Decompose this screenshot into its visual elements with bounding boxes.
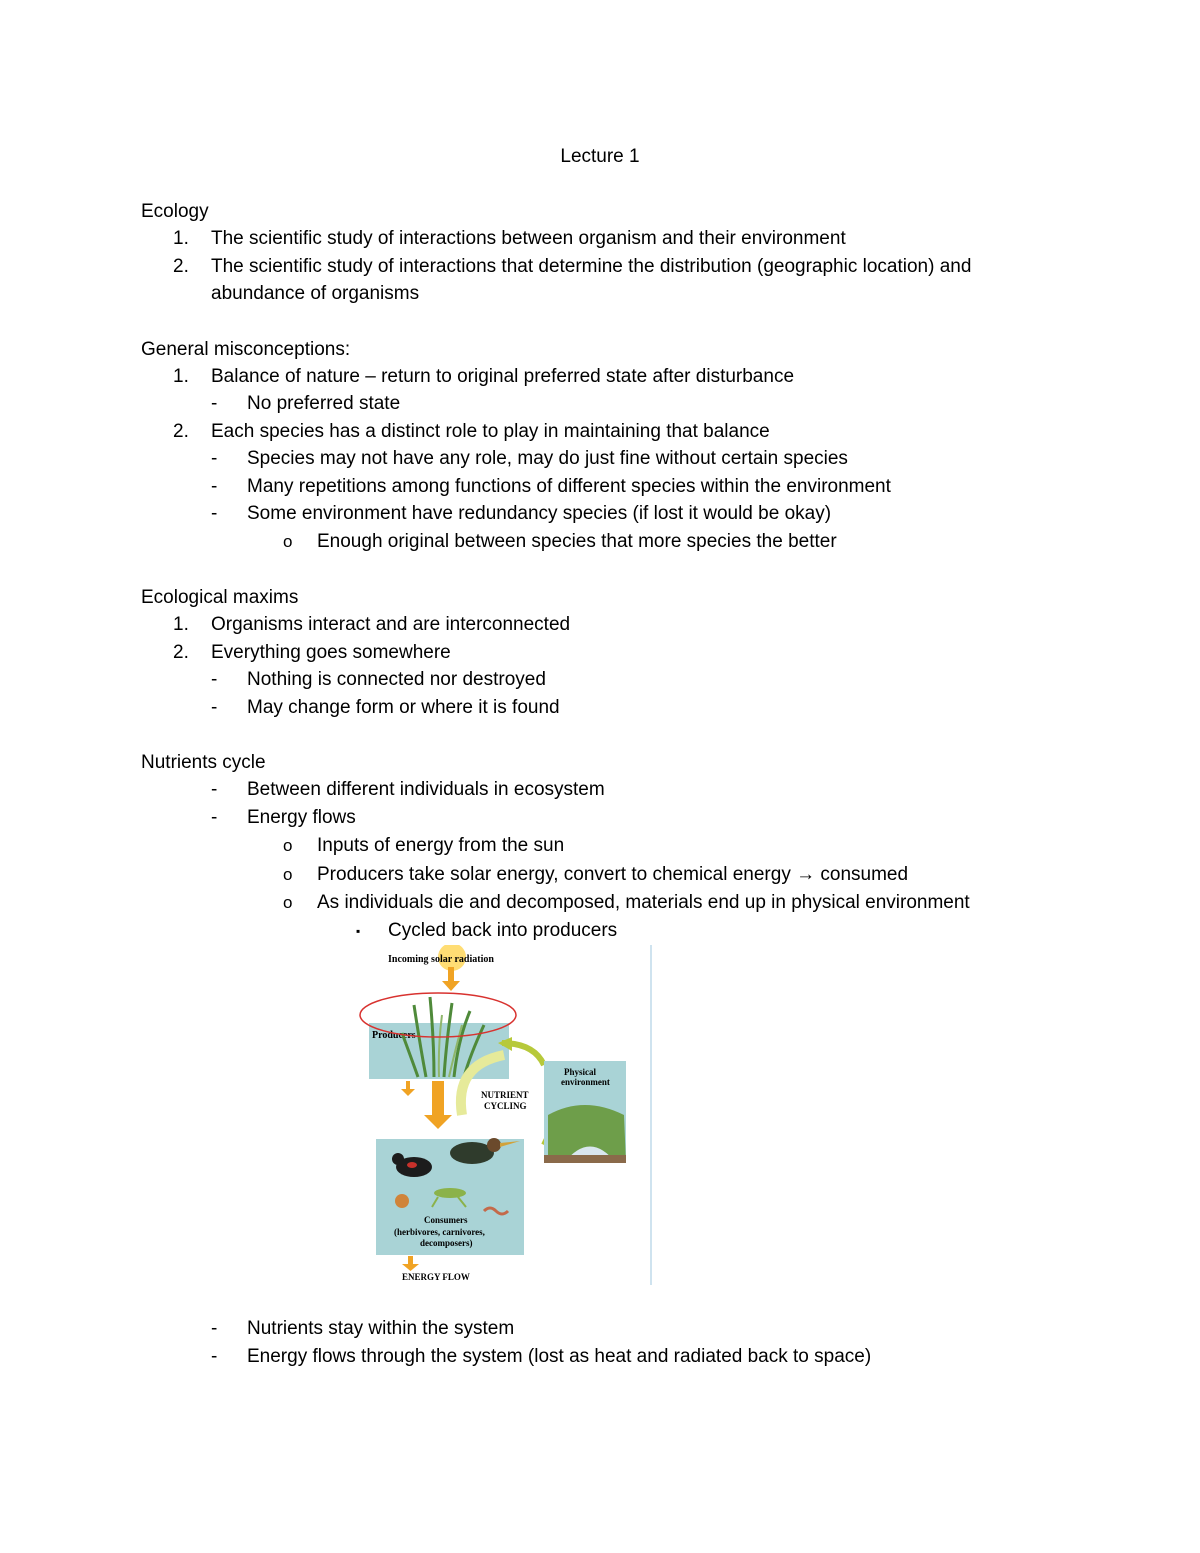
dash-bullet: -: [211, 669, 218, 690]
sub-sub-sub-item: Cycled back into producers: [388, 920, 618, 941]
dash-bullet: -: [211, 1318, 218, 1339]
sub-sub-item: Enough original between species that more species the better: [317, 531, 837, 552]
physical-label-2: environment: [561, 1077, 610, 1087]
circle-bullet: o: [283, 836, 293, 855]
sub-item: May change form or where it is found: [247, 697, 560, 718]
list-number: 2.: [173, 421, 189, 442]
list-item: Organisms interact and are interconnected: [211, 614, 571, 635]
sub-sub-item: As individuals die and decomposed, materials end up in physical environment: [317, 892, 970, 913]
heron-head-icon: [487, 1138, 501, 1152]
consumers-label-1: Consumers: [424, 1215, 468, 1225]
dash-bullet: -: [211, 503, 218, 524]
dash-bullet: -: [211, 476, 218, 497]
nutrient-cycle-figure: [354, 945, 654, 1285]
sub-item: Some environment have redundancy species (if lost it would be okay): [247, 503, 832, 524]
sub-item: Species may not have any role, may do just fine without certain species: [247, 448, 848, 469]
physical-label-1: Physical: [564, 1067, 597, 1077]
list-item: The scientific study of interactions between organism and their environment: [211, 228, 846, 249]
dash-bullet: -: [211, 779, 218, 800]
dash-bullet: -: [211, 1346, 218, 1367]
dash-bullet: -: [211, 697, 218, 718]
arrow-head-small: [401, 1089, 415, 1096]
nutrient-cycling-label-2: CYCLING: [484, 1101, 527, 1111]
arrow-shaft-small: [406, 1081, 410, 1089]
sub-sub-item: Producers take solar energy, convert to chemical energy → consumed: [317, 864, 909, 885]
circle-bullet: o: [283, 532, 293, 551]
sub-item: Nutrients stay within the system: [247, 1318, 515, 1339]
sub-item: Between different individuals in ecosystem: [247, 779, 605, 800]
list-item: The scientific study of interactions that determine the distribution (geographic location) and: [211, 256, 972, 277]
dash-bullet: -: [211, 448, 218, 469]
energy-flow-label: ENERGY FLOW: [402, 1272, 470, 1282]
list-number: 2.: [173, 642, 189, 663]
section-heading-maxims: Ecological maxims: [141, 587, 299, 608]
sub-item: Many repetitions among functions of different species within the environment: [247, 476, 891, 497]
circle-bullet: o: [283, 865, 293, 884]
nutrient-cycle-diagram: [354, 945, 654, 1285]
list-item: Each species has a distinct role to play in maintaining that balance: [211, 421, 770, 442]
sub-sub-item: Inputs of energy from the sun: [317, 835, 565, 856]
sub-item: No preferred state: [247, 393, 401, 414]
list-number: 1.: [173, 366, 189, 387]
energy-flow-arrow-shaft: [408, 1256, 413, 1265]
energy-arrow-shaft: [432, 1081, 444, 1115]
dash-bullet: -: [211, 807, 218, 828]
list-number: 1.: [173, 228, 189, 249]
grasshopper-icon: [434, 1188, 466, 1198]
energy-arrow-head: [424, 1115, 452, 1129]
list-number: 2.: [173, 256, 189, 277]
red-wing-icon: [407, 1162, 417, 1168]
sub-item: Energy flows through the system (lost as heat and radiated back to space): [247, 1346, 872, 1367]
arrow-shaft: [448, 967, 454, 981]
producers-label: Producers: [372, 1030, 416, 1041]
list-item-continued: abundance of organisms: [211, 283, 420, 304]
incoming-label: Incoming solar radiation: [388, 954, 494, 965]
blackbird-head-icon: [392, 1153, 404, 1165]
energy-flow-arrow-head: [402, 1264, 419, 1271]
sub-item: Energy flows: [247, 807, 356, 828]
nutrient-cycling-label-1: NUTRIENT: [481, 1090, 529, 1100]
sub-item: Nothing is connected nor destroyed: [247, 669, 546, 690]
section-heading-misconceptions: General misconceptions:: [141, 339, 351, 360]
list-number: 1.: [173, 614, 189, 635]
section-heading-nutrients: Nutrients cycle: [141, 752, 266, 773]
consumers-label-3: decomposers): [420, 1238, 473, 1248]
list-item: Balance of nature – return to original preferred state after disturbance: [211, 366, 795, 387]
section-heading-ecology: Ecology: [141, 201, 209, 222]
square-bullet: ▪: [356, 924, 361, 938]
page-title: Lecture 1: [560, 146, 640, 167]
arrow-head: [442, 981, 460, 991]
consumers-label-2: (herbivores, carnivores,: [394, 1227, 485, 1237]
list-item: Everything goes somewhere: [211, 642, 451, 663]
soil-strip: [544, 1155, 626, 1163]
dash-bullet: -: [211, 393, 218, 414]
circle-bullet: o: [283, 893, 293, 912]
beetle-icon: [395, 1194, 409, 1208]
